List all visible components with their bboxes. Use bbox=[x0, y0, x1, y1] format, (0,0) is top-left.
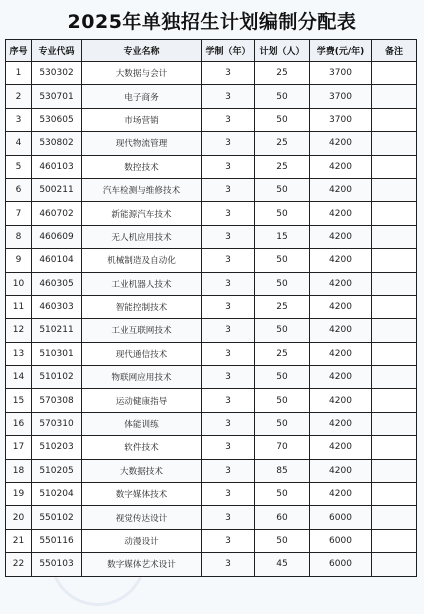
header-plan: 计划（人） bbox=[255, 40, 310, 62]
cell-note bbox=[372, 366, 417, 389]
cell-code: 550116 bbox=[32, 529, 82, 552]
header-name: 专业名称 bbox=[82, 40, 202, 62]
cell-years: 3 bbox=[202, 178, 255, 201]
cell-code: 510211 bbox=[32, 319, 82, 342]
cell-note bbox=[372, 225, 417, 248]
cell-fee: 4200 bbox=[310, 295, 372, 318]
cell-note bbox=[372, 272, 417, 295]
cell-plan: 15 bbox=[255, 225, 310, 248]
cell-years: 3 bbox=[202, 366, 255, 389]
cell-plan: 25 bbox=[255, 132, 310, 155]
cell-index: 13 bbox=[6, 342, 32, 365]
cell-major-name: 电子商务 bbox=[82, 85, 202, 108]
cell-fee: 4200 bbox=[310, 249, 372, 272]
header-years: 学制（年） bbox=[202, 40, 255, 62]
cell-years: 3 bbox=[202, 319, 255, 342]
cell-index: 1 bbox=[6, 62, 32, 85]
cell-code: 510102 bbox=[32, 366, 82, 389]
cell-index: 14 bbox=[6, 366, 32, 389]
cell-plan: 25 bbox=[255, 342, 310, 365]
cell-plan: 50 bbox=[255, 249, 310, 272]
cell-note bbox=[372, 483, 417, 506]
cell-code: 460103 bbox=[32, 155, 82, 178]
cell-code: 460305 bbox=[32, 272, 82, 295]
cell-fee: 4200 bbox=[310, 483, 372, 506]
header-note: 备注 bbox=[372, 40, 417, 62]
cell-years: 3 bbox=[202, 529, 255, 552]
cell-major-name: 运动健康指导 bbox=[82, 389, 202, 412]
cell-major-name: 现代通信技术 bbox=[82, 342, 202, 365]
cell-years: 3 bbox=[202, 108, 255, 131]
table-body bbox=[6, 62, 417, 577]
cell-major-name: 工业互联网技术 bbox=[82, 319, 202, 342]
cell-index: 15 bbox=[6, 389, 32, 412]
cell-index: 11 bbox=[6, 295, 32, 318]
cell-fee: 4200 bbox=[310, 319, 372, 342]
cell-years: 3 bbox=[202, 155, 255, 178]
table-row bbox=[6, 389, 417, 412]
cell-note bbox=[372, 249, 417, 272]
table-row bbox=[6, 412, 417, 435]
cell-major-name: 数字媒体艺术设计 bbox=[82, 553, 202, 576]
table-row bbox=[6, 108, 417, 131]
cell-fee: 4200 bbox=[310, 342, 372, 365]
cell-plan: 50 bbox=[255, 319, 310, 342]
cell-note bbox=[372, 62, 417, 85]
cell-years: 3 bbox=[202, 225, 255, 248]
cell-major-name: 视觉传达设计 bbox=[82, 506, 202, 529]
cell-note bbox=[372, 319, 417, 342]
cell-major-name: 机械制造及自动化 bbox=[82, 249, 202, 272]
cell-major-name: 市场营销 bbox=[82, 108, 202, 131]
cell-index: 16 bbox=[6, 412, 32, 435]
cell-index: 21 bbox=[6, 529, 32, 552]
cell-years: 3 bbox=[202, 62, 255, 85]
cell-major-name: 汽车检测与维修技术 bbox=[82, 178, 202, 201]
cell-years: 3 bbox=[202, 436, 255, 459]
cell-years: 3 bbox=[202, 459, 255, 482]
document-title: 2025年单独招生计划编制分配表 bbox=[67, 11, 357, 33]
cell-index: 20 bbox=[6, 506, 32, 529]
cell-major-name: 数字媒体技术 bbox=[82, 483, 202, 506]
cell-fee: 4200 bbox=[310, 389, 372, 412]
cell-plan: 45 bbox=[255, 553, 310, 576]
cell-fee: 4200 bbox=[310, 178, 372, 201]
cell-index: 5 bbox=[6, 155, 32, 178]
cell-plan: 60 bbox=[255, 506, 310, 529]
cell-index: 4 bbox=[6, 132, 32, 155]
cell-fee: 4200 bbox=[310, 459, 372, 482]
cell-note bbox=[372, 412, 417, 435]
table-row bbox=[6, 249, 417, 272]
cell-plan: 70 bbox=[255, 436, 310, 459]
cell-fee: 4200 bbox=[310, 132, 372, 155]
cell-index: 7 bbox=[6, 202, 32, 225]
cell-plan: 50 bbox=[255, 366, 310, 389]
table-row bbox=[6, 155, 417, 178]
cell-years: 3 bbox=[202, 342, 255, 365]
cell-note bbox=[372, 295, 417, 318]
cell-index: 19 bbox=[6, 483, 32, 506]
cell-note bbox=[372, 202, 417, 225]
cell-fee: 6000 bbox=[310, 506, 372, 529]
cell-years: 3 bbox=[202, 85, 255, 108]
table-row bbox=[6, 202, 417, 225]
cell-fee: 6000 bbox=[310, 553, 372, 576]
cell-fee: 4200 bbox=[310, 272, 372, 295]
table-row bbox=[6, 295, 417, 318]
cell-note bbox=[372, 178, 417, 201]
cell-fee: 4200 bbox=[310, 366, 372, 389]
cell-major-name: 物联网应用技术 bbox=[82, 366, 202, 389]
cell-years: 3 bbox=[202, 412, 255, 435]
cell-index: 18 bbox=[6, 459, 32, 482]
cell-code: 510301 bbox=[32, 342, 82, 365]
cell-code: 460609 bbox=[32, 225, 82, 248]
cell-fee: 4200 bbox=[310, 225, 372, 248]
header-index: 序号 bbox=[6, 40, 32, 62]
cell-code: 530302 bbox=[32, 62, 82, 85]
cell-fee: 4200 bbox=[310, 155, 372, 178]
table-header-row bbox=[6, 40, 417, 62]
cell-note bbox=[372, 155, 417, 178]
table-row bbox=[6, 342, 417, 365]
cell-note bbox=[372, 459, 417, 482]
cell-plan: 25 bbox=[255, 155, 310, 178]
cell-plan: 50 bbox=[255, 85, 310, 108]
cell-major-name: 现代物流管理 bbox=[82, 132, 202, 155]
cell-plan: 25 bbox=[255, 62, 310, 85]
cell-plan: 50 bbox=[255, 529, 310, 552]
cell-plan: 85 bbox=[255, 459, 310, 482]
table-row bbox=[6, 132, 417, 155]
table-row bbox=[6, 272, 417, 295]
cell-fee: 3700 bbox=[310, 62, 372, 85]
cell-note bbox=[372, 506, 417, 529]
cell-plan: 50 bbox=[255, 272, 310, 295]
cell-plan: 50 bbox=[255, 412, 310, 435]
cell-note bbox=[372, 108, 417, 131]
cell-plan: 50 bbox=[255, 108, 310, 131]
cell-fee: 3700 bbox=[310, 108, 372, 131]
cell-note bbox=[372, 553, 417, 576]
cell-fee: 4200 bbox=[310, 412, 372, 435]
enrollment-plan-table bbox=[5, 39, 417, 577]
cell-years: 3 bbox=[202, 483, 255, 506]
cell-years: 3 bbox=[202, 506, 255, 529]
cell-code: 530802 bbox=[32, 132, 82, 155]
cell-code: 460303 bbox=[32, 295, 82, 318]
table-row bbox=[6, 319, 417, 342]
cell-major-name: 大数据与会计 bbox=[82, 62, 202, 85]
cell-code: 460702 bbox=[32, 202, 82, 225]
cell-years: 3 bbox=[202, 389, 255, 412]
cell-code: 530605 bbox=[32, 108, 82, 131]
table-row bbox=[6, 436, 417, 459]
cell-years: 3 bbox=[202, 249, 255, 272]
cell-major-name: 无人机应用技术 bbox=[82, 225, 202, 248]
cell-major-name: 工业机器人技术 bbox=[82, 272, 202, 295]
cell-years: 3 bbox=[202, 295, 255, 318]
cell-plan: 25 bbox=[255, 295, 310, 318]
cell-note bbox=[372, 436, 417, 459]
cell-plan: 50 bbox=[255, 389, 310, 412]
cell-code: 550102 bbox=[32, 506, 82, 529]
cell-fee: 3700 bbox=[310, 85, 372, 108]
cell-code: 460104 bbox=[32, 249, 82, 272]
cell-major-name: 新能源汽车技术 bbox=[82, 202, 202, 225]
cell-note bbox=[372, 529, 417, 552]
table-row bbox=[6, 85, 417, 108]
cell-fee: 6000 bbox=[310, 529, 372, 552]
cell-code: 530701 bbox=[32, 85, 82, 108]
cell-index: 10 bbox=[6, 272, 32, 295]
cell-plan: 50 bbox=[255, 483, 310, 506]
cell-plan: 50 bbox=[255, 202, 310, 225]
header-fee: 学费(元/年) bbox=[310, 40, 372, 62]
cell-fee: 4200 bbox=[310, 202, 372, 225]
cell-major-name: 大数据技术 bbox=[82, 459, 202, 482]
table-row bbox=[6, 459, 417, 482]
cell-note bbox=[372, 342, 417, 365]
cell-years: 3 bbox=[202, 202, 255, 225]
cell-index: 12 bbox=[6, 319, 32, 342]
table-row bbox=[6, 529, 417, 552]
cell-major-name: 软件技术 bbox=[82, 436, 202, 459]
table-row bbox=[6, 553, 417, 576]
cell-major-name: 数控技术 bbox=[82, 155, 202, 178]
table-row bbox=[6, 506, 417, 529]
cell-code: 510203 bbox=[32, 436, 82, 459]
cell-index: 9 bbox=[6, 249, 32, 272]
cell-plan: 50 bbox=[255, 178, 310, 201]
cell-fee: 4200 bbox=[310, 436, 372, 459]
cell-index: 17 bbox=[6, 436, 32, 459]
header-code: 专业代码 bbox=[32, 40, 82, 62]
cell-code: 550103 bbox=[32, 553, 82, 576]
cell-years: 3 bbox=[202, 272, 255, 295]
cell-note bbox=[372, 132, 417, 155]
table-row bbox=[6, 178, 417, 201]
cell-index: 2 bbox=[6, 85, 32, 108]
cell-index: 22 bbox=[6, 553, 32, 576]
cell-major-name: 体能训练 bbox=[82, 412, 202, 435]
cell-note bbox=[372, 389, 417, 412]
cell-index: 3 bbox=[6, 108, 32, 131]
cell-major-name: 智能控制技术 bbox=[82, 295, 202, 318]
cell-years: 3 bbox=[202, 553, 255, 576]
cell-code: 570310 bbox=[32, 412, 82, 435]
cell-code: 570308 bbox=[32, 389, 82, 412]
cell-note bbox=[372, 85, 417, 108]
cell-code: 510205 bbox=[32, 459, 82, 482]
table-row bbox=[6, 483, 417, 506]
cell-years: 3 bbox=[202, 132, 255, 155]
cell-index: 8 bbox=[6, 225, 32, 248]
cell-code: 500211 bbox=[32, 178, 82, 201]
table-row bbox=[6, 62, 417, 85]
cell-index: 6 bbox=[6, 178, 32, 201]
table-row bbox=[6, 366, 417, 389]
table-row bbox=[6, 225, 417, 248]
cell-major-name: 动漫设计 bbox=[82, 529, 202, 552]
cell-code: 510204 bbox=[32, 483, 82, 506]
